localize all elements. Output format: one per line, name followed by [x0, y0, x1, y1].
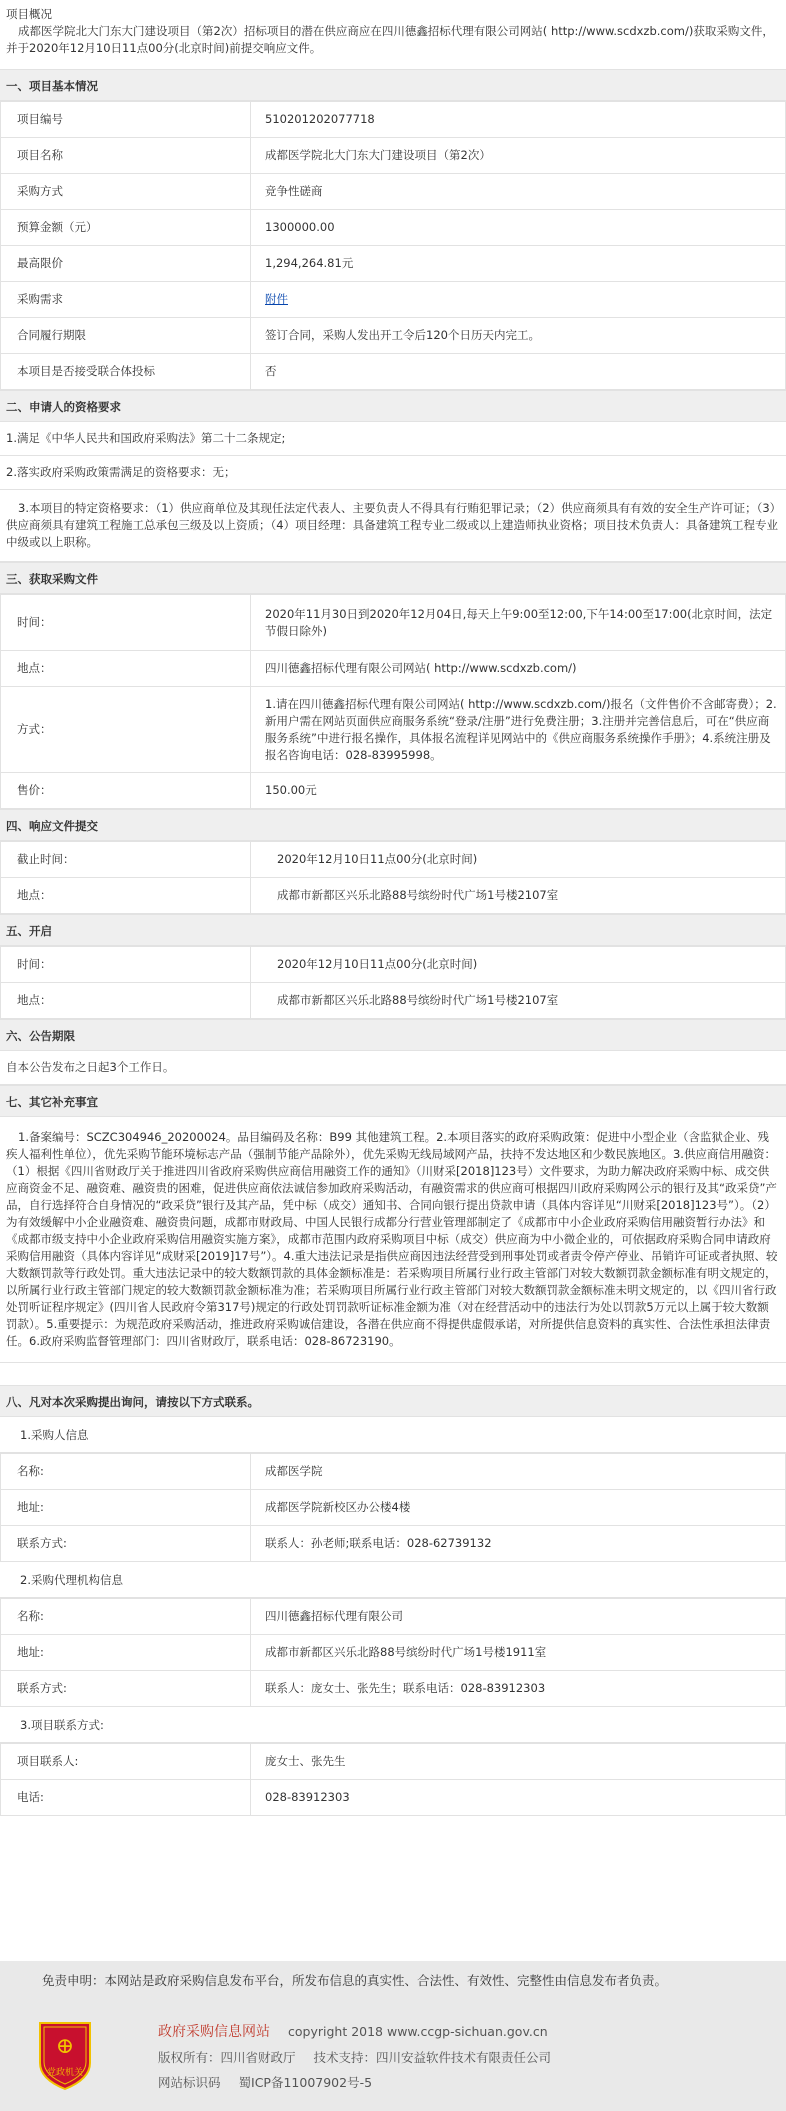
table-row — [1, 595, 786, 651]
table-row — [1, 174, 786, 210]
qualification-item: 1.满足《中华人民共和国政府采购法》第二十二条规定; — [0, 422, 786, 456]
purchaser-info-table — [0, 1453, 786, 1562]
field-label: 项目名称 — [1, 138, 251, 174]
field-value: 联系人：庞女士、张先生；联系电话：028-83912303 — [251, 1671, 786, 1707]
table-row — [1, 282, 786, 318]
field-label: 最高限价 — [1, 246, 251, 282]
table-row — [1, 687, 786, 773]
field-label: 联系方式: — [1, 1671, 251, 1707]
field-value: 2020年11月30日到2020年12月04日,每天上午9:00至12:00,下午14:00至17:00(北京时间，法定节假日除外) — [251, 595, 786, 651]
section-title-notice-period: 六、公告期限 — [0, 1019, 786, 1051]
agency-info-table — [0, 1598, 786, 1707]
field-value: 510201202077718 — [251, 102, 786, 138]
svg-text:⊕: ⊕ — [55, 2034, 75, 2059]
site-id-label: 网站标识码 — [158, 2075, 221, 2090]
field-label: 采购需求 — [1, 282, 251, 318]
site-name: 政府采购信息网站 — [158, 2024, 270, 2040]
field-label: 预算金额（元） — [1, 210, 251, 246]
owner: 版权所有：四川省财政厅 — [158, 2050, 296, 2065]
footer-line-1 — [158, 2019, 551, 2045]
notice-period-text: 自本公告发布之日起3个工作日。 — [0, 1051, 786, 1085]
field-label: 售价： — [1, 773, 251, 809]
table-row — [1, 210, 786, 246]
table-row — [1, 878, 786, 914]
section-title-obtain-documents: 三、获取采购文件 — [0, 562, 786, 594]
icp-number[interactable]: 蜀ICP备11007902号-5 — [238, 2075, 373, 2090]
table-row — [1, 983, 786, 1019]
field-label: 联系方式: — [1, 1526, 251, 1562]
government-badge-svg — [36, 2019, 94, 2091]
government-badge-icon[interactable] — [36, 2019, 94, 2091]
table-row — [1, 1635, 786, 1671]
field-value — [251, 282, 786, 318]
disclaimer: 免责申明：本网站是政府采购信息发布平台，所发布信息的真实性、合法性、有效性、完整性由信息发布者负责。 — [42, 1973, 668, 1988]
section-title-opening: 五、开启 — [0, 914, 786, 946]
table-row — [1, 1780, 786, 1816]
field-label: 项目编号 — [1, 102, 251, 138]
purchaser-info-label: 1.采购人信息 — [0, 1417, 786, 1453]
field-value: 成都医学院北大门东大门建设项目（第2次） — [251, 138, 786, 174]
table-row — [1, 1744, 786, 1780]
field-value: 1,294,264.81元 — [251, 246, 786, 282]
field-label: 时间： — [1, 947, 251, 983]
footer-line-2 — [158, 2045, 551, 2070]
field-label: 合同履行期限 — [1, 318, 251, 354]
qualification-item: 2.落实政府采购政策需满足的资格要求：无； — [0, 456, 786, 490]
field-label: 本项目是否接受联合体投标 — [1, 354, 251, 390]
field-label: 时间： — [1, 595, 251, 651]
site-footer — [0, 1961, 786, 2111]
overview-text: 成都医学院北大门东大门建设项目（第2次）招标项目的潜在供应商应在四川德鑫招标代理有限公司网站( http://www.scdxzb.com/)获取采购文件，并于2020年12月10日11点00分(北京时间)前提交响应文件。 — [6, 24, 774, 55]
field-value: 竞争性磋商 — [251, 174, 786, 210]
overview-label: 项目概况 — [6, 7, 52, 21]
supplementary-text: 1.备案编号：SCZC304946_20200024。品目编码及名称：B99 其他建筑工程。2.本项目落实的政府采购政策：促进中小型企业（含监狱企业、残疾人福利性单位），优先采购节能环境标志产品（强制节能产品除外），优先采购无线局域网产品，扶持不发达地区和少数民族地区。3.供应商信用融资：（1）根据《四川省财政厅关于推进四川省政府采购供应商信用融资工作的通知》（川财采[2018]123号）文件要求，为助力解决政府采购中标、成交供应商资金不足、融资难、融资贵的困难，促进供应商依法诚信参加政府采购活动，有融资需求的供应商可根据四川政府采购网公示的银行及其“政采贷”产品，自行选择符合自身情况的“政采贷”银行及其产品，凭中标（成交）通知书、合同向银行提出贷款申请（具体内容详见“川财采[2018]123号”）。（2）为有效缓解中小企业融资难、融资贵问题，成都市财政局、中国人民银行成都分行营业管理部制定了《成都市中小企业政府采购信用融资暂行办法》和《成都市级支持中小企业政府采购信用融资实施方案》，成都市范围内政府采购项目中标（成交）供应商为中小微企业的，可依据政府采购合同申请政府采购信用融资（具体内容详见“成财采[2019]17号”）。4.重大违法记录是指供应商因违法经营受到刑事处罚或者责令停产停业、吊销许可证或者执照、较大数额罚款等行政处罚。重大违法记录中的较大数额罚款的具体金额标准是：若采购项目所属行业行政主管部门对较大数额罚款金额标准有明文规定的，以所属行业行政主管部门规定的较大数额罚款金额标准为准；若采购项目所属行业行政主管部门对较大数额罚款金额标准未明文规定的，以《四川省行政处罚听证程序规定》(四川省人民政府令第317号)规定的行政处罚罚款听证标准金额为准（对在经营活动中的违法行为处以罚款5万元以上属于较大数额罚款）。5.重要提示：为规范政府采购活动，推进政府采购诚信建设，各潜在供应商不得提供虚假承诺，对所提供信息资料的真实性、合法性承担法律责任。6.政府采购监督管理部门：四川省财政厅，联系电话：028-86723190。 — [0, 1117, 786, 1363]
section-title-submission: 四、响应文件提交 — [0, 809, 786, 841]
table-row — [1, 1599, 786, 1635]
field-label: 方式： — [1, 687, 251, 773]
field-label: 电话: — [1, 1780, 251, 1816]
footer-lines — [158, 2019, 551, 2095]
table-row — [1, 1671, 786, 1707]
section-title-supplementary: 七、其它补充事宜 — [0, 1085, 786, 1117]
table-row — [1, 138, 786, 174]
field-value: 联系人：孙老师;联系电话：028-62739132 — [251, 1526, 786, 1562]
field-label: 地点： — [1, 651, 251, 687]
table-row — [1, 1490, 786, 1526]
footer-line-3 — [158, 2070, 551, 2095]
field-value: 否 — [251, 354, 786, 390]
footer-info — [0, 2001, 786, 2111]
field-label: 采购方式 — [1, 174, 251, 210]
tech-support: 技术支持：四川安益软件技术有限责任公司 — [313, 2050, 552, 2065]
table-row — [1, 354, 786, 390]
table-row — [1, 842, 786, 878]
field-label: 名称: — [1, 1599, 251, 1635]
field-value: 成都市新都区兴乐北路88号缤纷时代广场1号楼2107室 — [251, 983, 786, 1019]
field-value: 成都医学院新校区办公楼4楼 — [251, 1490, 786, 1526]
field-value: 1300000.00 — [251, 210, 786, 246]
section-title-contact: 八、凡对本次采购提出询问，请按以下方式联系。 — [0, 1385, 786, 1417]
field-value: 成都市新都区兴乐北路88号缤纷时代广场1号楼2107室 — [251, 878, 786, 914]
qualification-item: 3.本项目的特定资格要求：（1）供应商单位及其现任法定代表人、主要负责人不得具有行贿犯罪记录；（2）供应商须具有有效的安全生产许可证；（3）供应商须具有建筑工程施工总承包三级及以上资质；（4）项目经理：具备建筑工程专业二级或以上建造师执业资格；项目技术负责人：具备建筑工程专业中级或以上职称。 — [0, 490, 786, 562]
field-value: 四川德鑫招标代理有限公司网站( http://www.scdxzb.com/) — [251, 651, 786, 687]
field-value: 028-83912303 — [251, 1780, 786, 1816]
field-value: 150.00元 — [251, 773, 786, 809]
obtain-documents-table — [0, 594, 786, 809]
field-value: 庞女士、张先生 — [251, 1744, 786, 1780]
field-value: 1.请在四川德鑫招标代理有限公司网站( http://www.scdxzb.com/)报名（文件售价不含邮寄费）；2.新用户需在网站页面供应商服务系统“登录/注册”进行免费注册；3.注册并完善信息后，可在“供应商服务系统”中进行报名操作，具体报名流程详见网站中的《供应商服务系统操作手册》；4.系统注册及报名咨询电话：028-83995998。 — [251, 687, 786, 773]
field-label: 地址: — [1, 1635, 251, 1671]
field-value: 2020年12月10日11点00分(北京时间) — [251, 842, 786, 878]
field-value: 四川德鑫招标代理有限公司 — [251, 1599, 786, 1635]
field-label: 地点： — [1, 878, 251, 914]
submission-table — [0, 841, 786, 914]
field-value: 成都市新都区兴乐北路88号缤纷时代广场1号楼1911室 — [251, 1635, 786, 1671]
section-title-qualifications: 二、申请人的资格要求 — [0, 390, 786, 422]
attachment-link[interactable]: 附件 — [265, 292, 288, 306]
table-row — [1, 947, 786, 983]
copyright: copyright 2018 www.ccgp-sichuan.gov.cn — [288, 2024, 548, 2039]
field-value: 签订合同，采购人发出开工令后120个日历天内完工。 — [251, 318, 786, 354]
table-row — [1, 318, 786, 354]
table-row — [1, 246, 786, 282]
table-row — [1, 1526, 786, 1562]
project-overview — [0, 0, 786, 61]
section-title-basic-info: 一、项目基本情况 — [0, 69, 786, 101]
table-row — [1, 102, 786, 138]
field-label: 地点： — [1, 983, 251, 1019]
project-contact-label: 3.项目联系方式: — [0, 1707, 786, 1743]
project-contact-table — [0, 1743, 786, 1816]
field-label: 项目联系人: — [1, 1744, 251, 1780]
field-label: 截止时间： — [1, 842, 251, 878]
basic-info-table — [0, 101, 786, 390]
field-label: 地址: — [1, 1490, 251, 1526]
opening-table — [0, 946, 786, 1019]
field-label: 名称: — [1, 1454, 251, 1490]
table-row — [1, 651, 786, 687]
agency-info-label: 2.采购代理机构信息 — [0, 1562, 786, 1598]
svg-text:党政机关: 党政机关 — [46, 2068, 84, 2078]
table-row — [1, 1454, 786, 1490]
field-value: 成都医学院 — [251, 1454, 786, 1490]
table-row — [1, 773, 786, 809]
field-value: 2020年12月10日11点00分(北京时间) — [251, 947, 786, 983]
